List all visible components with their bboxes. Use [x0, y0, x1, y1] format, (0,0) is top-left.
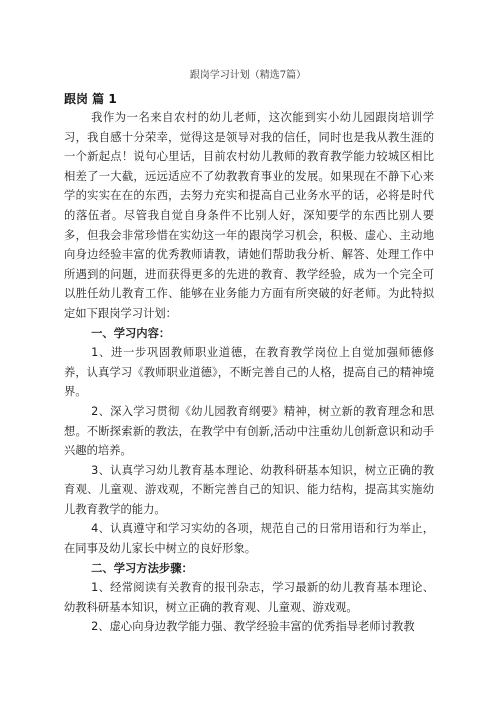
paragraph: 3、认真学习幼儿教育基本理论、幼教科研基本知识，树立正确的教育观、儿童观、游戏观，不断完善自己的知识、能力结构，提高其实施幼儿教育教学的能力。 — [64, 463, 434, 516]
paragraph: 我作为一名来自农村的幼儿老师，这次能到实小幼儿园跟岗培训学习，我自感十分荣幸，觉得这是领导对我的信任，同时也是我从教生涯的一个新起点！说句心里话，目前农村幼儿教师的教育教学能力较城区相比相差了一大截，远远适应不了幼教教育事业的发展。如果现在不静下心来学的实实在在的东西，去努力充实和提高自己业务水平的话，必将是时代的落伍者。尽管我自觉自身条件不比别人好，深知要学的东西比别人要多，但我会非常珍惜在实幼这一年的跟岗学习机会，积极、虚心、主动地向身边经验丰富的优秀教师请教，请她们帮助我分析、解答、处理工作中所遇到的问题，进而获得更多的先进的教育、教学经验，成为一个完全可以胜任幼儿教育工作、能够在业务能力方面有所突破的好老师。为此特拟定如下跟岗学习计划： — [64, 111, 434, 320]
section-title: 二、学习方法步骤： — [91, 561, 193, 575]
document-body — [64, 108, 434, 637]
section-title: 一、学习内容： — [91, 326, 171, 340]
paragraph: 1、进一步巩固教师职业道德，在教育教学岗位上自觉加强师德修养，认真学习《教师职业道德》，不断完善自己的人格，提高自己的精神境界。 — [64, 346, 434, 399]
paragraph: 2、深入学习贯彻《幼儿园教育纲要》精神，树立新的教育理念和思想。不断探索新的教法，在教学中有创新,活动中注重幼儿创新意识和动手兴趣的培养。 — [64, 404, 434, 458]
paragraph: 2、虚心向身边教学能力强、教学经验丰富的优秀指导老师讨教教 — [91, 620, 415, 634]
paragraph: 1、经常阅读有关教育的报刊杂志，学习最新的幼儿教育基本理论、幼教科研基本知识，树立正确的教育观、儿童观、游戏观。 — [64, 581, 434, 614]
document-title: 跟岗学习计划（精选7篇） — [189, 70, 307, 81]
section-heading: 跟岗 篇 1 — [64, 92, 117, 106]
paragraph: 4、认真遵守和学习实幼的各项，规范自己的日常用语和行为举止，在同事及幼儿家长中树立的良好形象。 — [64, 522, 434, 556]
